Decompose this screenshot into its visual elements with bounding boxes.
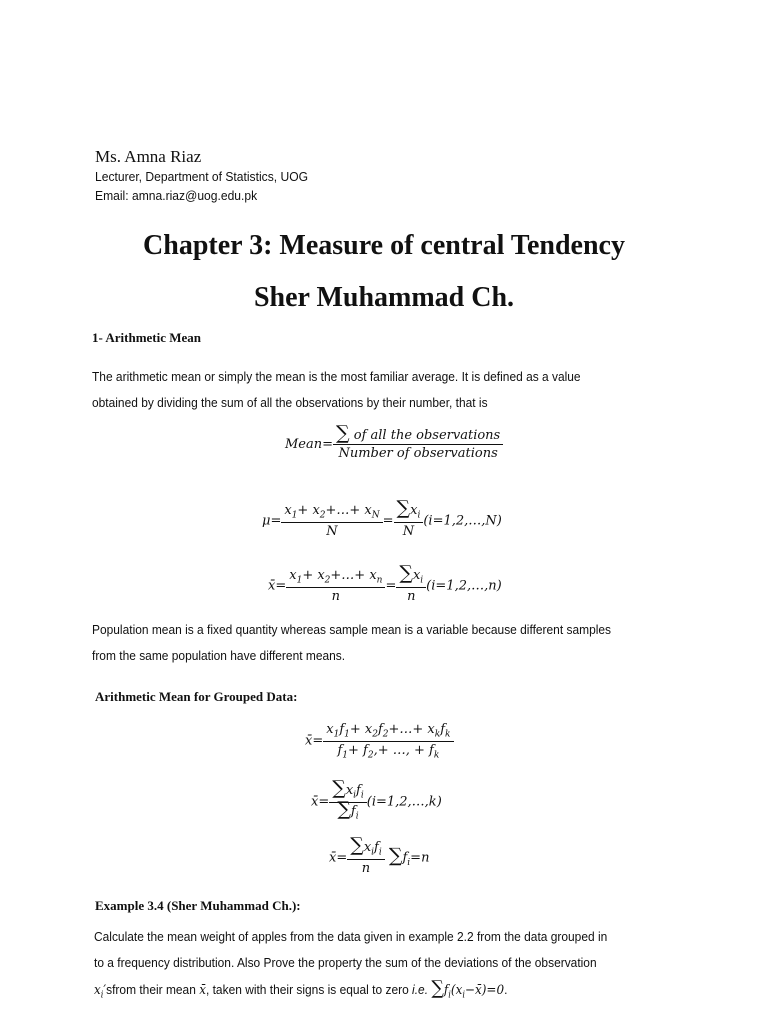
paragraph-line: Population mean is a fixed quantity whereas sample mean is a variable because different samples bbox=[92, 622, 612, 637]
example-text: sfrom their mean bbox=[106, 982, 196, 997]
formula-range: (i=1,2,…,n) bbox=[426, 578, 502, 594]
formula-fraction: $\frac{x_1+ x_2+\dots+ x_n}{n}$ bbox=[286, 568, 385, 604]
example-ie: i.e. bbox=[412, 982, 429, 997]
formula-fraction: $\frac{\sum x_if_i}{n}$ bbox=[347, 840, 385, 876]
formula-lhs: x̄= bbox=[329, 850, 348, 866]
example-heading: Example 3.4 (Sher Muhammad Ch.): bbox=[95, 898, 301, 913]
author-position: Lecturer, Department of Statistics, UOG bbox=[95, 169, 308, 184]
inline-math-xi: $x_i'$ bbox=[94, 983, 107, 1001]
paragraph-line: from the same population have different means. bbox=[92, 648, 346, 663]
inline-math-xbar: x̄ bbox=[199, 983, 206, 998]
formula-fraction: $\frac{\sum x_i}{n}$ bbox=[396, 568, 426, 604]
example-text: , taken with their signs is equal to zero bbox=[205, 982, 409, 997]
arithmetic-mean-heading: 1- Arithmetic Mean bbox=[92, 330, 202, 345]
formula-fraction: $\frac{\sum x_if_i}{\sum f_i}$ bbox=[329, 783, 367, 821]
formula-lhs: x̄= bbox=[305, 733, 324, 749]
sigma-symbol: ∑ bbox=[336, 422, 350, 444]
formula-lhs: x̄= bbox=[311, 794, 330, 810]
author-name: Ms. Amna Riaz bbox=[95, 147, 202, 166]
author-block bbox=[95, 147, 324, 205]
paragraph-line: obtained by dividing the sum of all the observations by their number, that is bbox=[92, 395, 488, 410]
source-title: Sher Muhammad Ch. bbox=[253, 282, 515, 313]
formula-lhs: x̄= bbox=[268, 578, 287, 594]
formula-range: (i=1,2,…,k) bbox=[366, 794, 442, 810]
population-mean-formula: μ= $\frac{x_1+ x_2+\dots+ x_N}{N}$ = $\frac{\sum x_i}{N}$ (i=1,2,…,N) bbox=[262, 497, 502, 539]
paragraph-line: Calculate the mean weight of apples from the data given in example 2.2 from the data grouped in bbox=[94, 929, 608, 944]
inline-math-deviation-sum: $\sum f_i(x_i-x̄)=0$ bbox=[431, 977, 505, 1001]
grouped-data-heading: Arithmetic Mean for Grouped Data: bbox=[95, 689, 298, 704]
formula-fraction: $\frac{\sum x_i}{N}$ bbox=[394, 503, 424, 539]
example-paragraph bbox=[94, 924, 684, 976]
arithmetic-mean-paragraph bbox=[92, 364, 682, 416]
example-last-line: $x_i'sfrom$ their mean x̄, taken with their signs is equal to zero i.e. $\sum f_i(x_i-x̄)=0$. bbox=[94, 977, 508, 1001]
formula-denominator: Number of observations bbox=[338, 446, 498, 461]
sample-mean-formula: x̄= $\frac{x_1+ x_2+\dots+ x_n}{n}$ = $\frac{\sum x_i}{n}$ (i=1,2,…,n) bbox=[268, 562, 502, 604]
formula-lhs: μ= bbox=[262, 513, 282, 529]
formula-lhs: Mean= bbox=[285, 437, 334, 452]
grouped-mean-formula-3: x̄= $\frac{\sum x_if_i}{n}$ $\sum f_i=n$ bbox=[329, 834, 430, 876]
author-email-line bbox=[95, 186, 308, 205]
formula-fraction: $\frac{x_1+ x_2+\dots+ x_N}{N}$ bbox=[281, 503, 382, 539]
paragraph-line: The arithmetic mean or simply the mean is the most familiar average. It is defined as a value bbox=[92, 369, 581, 384]
formula-fraction: $\frac{x_1f_1+ x_2f_2+\dots+ x_kf_k}{f_1+ f_2,+ \dots, + f_k}$ bbox=[323, 722, 453, 760]
population-sample-paragraph bbox=[92, 617, 682, 669]
formula-condition: =n bbox=[410, 850, 430, 866]
mean-definition-formula bbox=[285, 422, 503, 461]
formula-range: (i=1,2,…,N) bbox=[423, 513, 502, 529]
formula-fraction bbox=[333, 422, 503, 461]
email-address: amna.riaz@uog.edu.pk bbox=[131, 188, 258, 203]
grouped-mean-formula-1 bbox=[305, 722, 454, 760]
email-label: Email: bbox=[95, 188, 129, 203]
chapter-title: Chapter 3: Measure of central Tendency bbox=[143, 230, 625, 261]
paragraph-line: to a frequency distribution. Also Prove the property the sum of the deviations of the observation bbox=[94, 955, 597, 970]
formula-numerator: of all the observations bbox=[353, 428, 501, 443]
grouped-mean-formula-2 bbox=[311, 777, 442, 822]
